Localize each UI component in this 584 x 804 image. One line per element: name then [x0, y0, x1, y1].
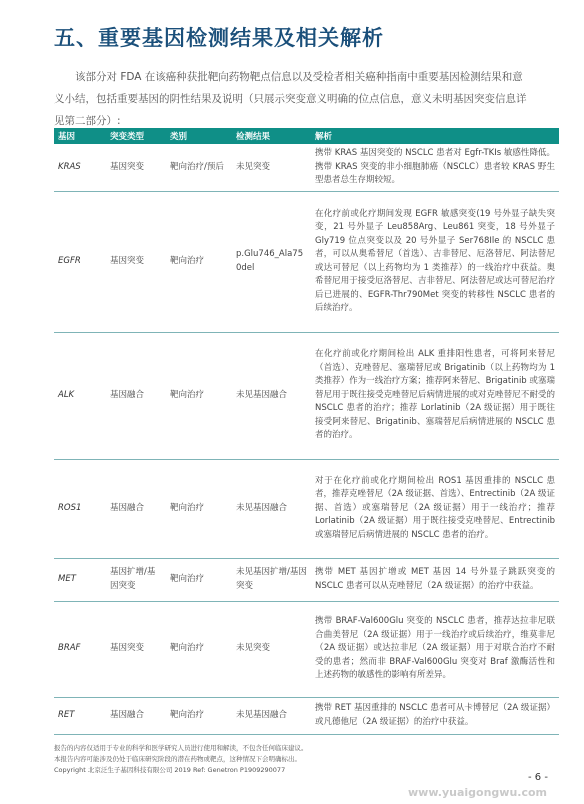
gene-name: EGFR	[54, 191, 106, 332]
gene-results-table	[54, 128, 559, 735]
mutation-type: 基因扩增/基因突变	[106, 558, 166, 601]
disclaimer-line: 报告的内容仅适用于专业的科学和医学研究人员进行使用和解读，不包含任何临床建议。	[54, 744, 308, 752]
header-mutation-type: 突变类型	[106, 128, 166, 144]
test-result: 未见突变	[232, 601, 311, 697]
gene-name: ROS1	[54, 459, 106, 558]
test-result: 未见基因扩增/基因突变	[232, 558, 311, 601]
disclaimer-line: 本报告内容可能涉及仍处于临床研究阶段的潜在药物或靶点，这种情况下会明确标出。	[54, 755, 301, 763]
analysis: 携带 KRAS 基因突变的 NSCLC 患者对 Egfr-TKIs 敏感性降低。携带 KRAS 突变的非小细胞肺癌（NSCLC）患者较 KRAS 野生型患者总生存期较短。	[311, 144, 559, 191]
category: 靶向治疗	[166, 697, 232, 734]
table-row	[54, 558, 559, 601]
category: 靶向治疗	[166, 191, 232, 332]
category: 靶向治疗	[166, 558, 232, 601]
table-row	[54, 601, 559, 697]
category: 靶向治疗	[166, 601, 232, 697]
test-result: p.Glu746_Ala750del	[232, 191, 311, 332]
mutation-type: 基因突变	[106, 601, 166, 697]
analysis: 对于在化疗前或化疗期间检出 ROS1 基因重排的 NSCLC 患者，推荐克唑替尼（2A 级证据、首选）、Entrectinib（2A 级证据、首选）或塞瑞替尼（2A 级证据）用于一线治疗；推荐 Lorlatinib（2A 级证据）用于既往接受克唑替尼、Entrectinib 或塞瑞替尼后病情进展的 NSCLC 患者的治疗。	[311, 459, 559, 558]
test-result: 未见基因融合	[232, 332, 311, 459]
gene-name: RET	[54, 697, 106, 734]
table-row	[54, 191, 559, 332]
table-row	[54, 144, 559, 191]
gene-name: BRAF	[54, 601, 106, 697]
table-row	[54, 697, 559, 734]
gene-name: ALK	[54, 332, 106, 459]
test-result: 未见基因融合	[232, 697, 311, 734]
category: 靶向治疗/预后	[166, 144, 232, 191]
header-analysis: 解析	[311, 128, 559, 144]
intro-paragraph: 该部分对 FDA 在该癌种获批靶向药物靶点信息以及受检者相关癌种指南中重要基因检测结果和意义小结，包括重要基因的阴性结果及说明（只展示突变意义明确的位点信息，意义未明基因突变信息详见第二部分）:	[54, 71, 527, 127]
footer-disclaimer	[54, 743, 524, 776]
header-gene: 基因	[54, 128, 106, 144]
section-title: 五、重要基因检测结果及相关解析	[54, 26, 384, 50]
analysis: 携带 RET 基因重排的 NSCLC 患者可从卡博替尼（2A 级证据）或凡德他尼（2A 级证据）的治疗中获益。	[311, 697, 559, 734]
header-result: 检测结果	[232, 128, 311, 144]
mutation-type: 基因融合	[106, 459, 166, 558]
analysis: 携带 BRAF-Val600Glu 突变的 NSCLC 患者，推荐达拉非尼联合曲美替尼（2A 级证据）用于一线治疗或后续治疗，维莫非尼（2A 级证据）或达拉非尼（2A 级证据）用于对联合治疗不耐受的患者；然而非 BRAF-Val600Glu 突变对 Braf 激酶活性和上述药物的敏感性的影响有所差异。	[311, 601, 559, 697]
mutation-type: 基因融合	[106, 697, 166, 734]
table-row	[54, 332, 559, 459]
mutation-type: 基因融合	[106, 332, 166, 459]
copyright-line: Copyright 北京泛生子基因科技有限公司 2019 Ref: Genetron P1909290077	[54, 766, 286, 774]
category: 靶向治疗	[166, 459, 232, 558]
table-header-row	[54, 128, 559, 144]
mutation-type: 基因突变	[106, 144, 166, 191]
test-result: 未见突变	[232, 144, 311, 191]
analysis: 在化疗前或化疗期间发现 EGFR 敏感突变(19 号外显子缺失突变，21 号外显子 Leu858Arg、Leu861 突变，18 号外显子 Gly719 位点突变以及 20 号外显子 Ser768Ile 的 NSCLC 患者，可以从奥希替尼（首选）、吉非替尼、厄洛替尼、阿法替尼或达可替尼（以上药物均为 1 类推荐）的一线治疗中获益。奥希替尼用于接受厄洛替尼、吉非替尼、阿法替尼或达可替尼治疗后已进展的、EGFR-Thr790Met 突变的转移性 NSCLC 患者的后续治疗。	[311, 191, 559, 332]
test-result: 未见基因融合	[232, 459, 311, 558]
watermark: www.yuaigongwu.com	[408, 786, 548, 799]
gene-name: MET	[54, 558, 106, 601]
mutation-type: 基因突变	[106, 191, 166, 332]
category: 靶向治疗	[166, 332, 232, 459]
page-number: - 6 -	[528, 772, 548, 783]
header-category: 类别	[166, 128, 232, 144]
analysis: 携带 MET 基因扩增或 MET 基因 14 号外显子跳跃突变的 NSCLC 患者可以从克唑替尼（2A 级证据）的治疗中获益。	[311, 558, 559, 601]
analysis: 在化疗前或化疗期间检出 ALK 重排阳性患者，可将阿来替尼（首选）、克唑替尼、塞瑞替尼或 Brigatinib（以上药物均为 1 类推荐）作为一线治疗方案；推荐阿来替尼、Brigatinib 或塞瑞替尼用于既往接受克唑替尼后病情进展的或对克唑替尼不耐受的 NSCLC 患者的治疗；推荐 Lorlatinib（2A 级证据）用于既往接受阿来替尼、Brigatinib、塞瑞替尼后病情进展的 NSCLC 患者的治疗。	[311, 332, 559, 459]
gene-name: KRAS	[54, 144, 106, 191]
table-row	[54, 459, 559, 558]
